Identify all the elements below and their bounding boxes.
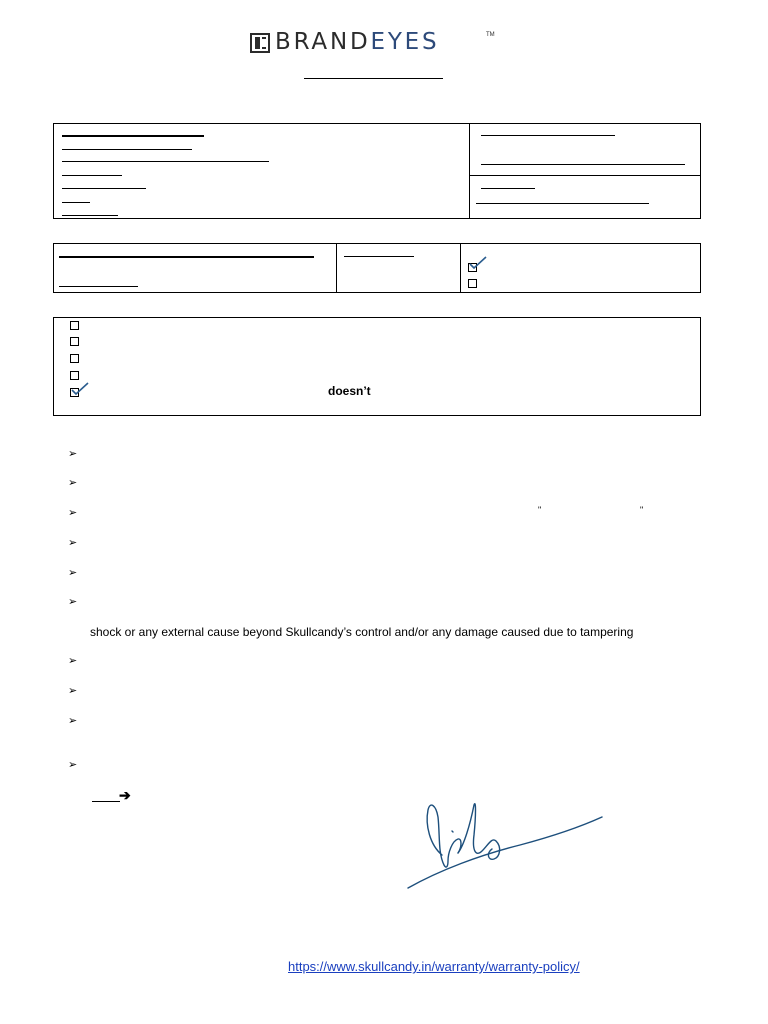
redacted-line xyxy=(62,161,269,162)
condition-checkbox-4[interactable] xyxy=(70,371,79,380)
redacted-line xyxy=(476,203,649,204)
status-table-divider xyxy=(336,243,337,293)
redacted-line xyxy=(481,188,535,189)
condition-checkbox-2[interactable] xyxy=(70,337,79,346)
arrow-bullet-icon: ➢ xyxy=(68,596,78,608)
right-arrow-icon: ➔ xyxy=(119,787,131,803)
redacted-line xyxy=(344,256,414,257)
info-table-row-divider xyxy=(469,175,701,176)
redacted-line xyxy=(481,164,685,165)
conditions-note: doesn’t xyxy=(328,384,371,398)
trademark-mark: TM xyxy=(486,32,495,38)
redacted-line xyxy=(59,286,138,287)
redacted-line xyxy=(62,215,118,216)
quote-mark-open: " xyxy=(538,505,542,515)
bullet-continuation-text: shock or any external cause beyond Skullcandy’s control and/or any damage caused due to tampering xyxy=(90,625,634,639)
conditions-box xyxy=(53,317,701,416)
brand-logo xyxy=(250,30,495,58)
redacted-line xyxy=(62,188,146,189)
arrow-bullet-icon: ➢ xyxy=(68,685,78,697)
signature-image xyxy=(400,795,610,895)
redacted-line xyxy=(62,175,122,176)
checkmark-icon xyxy=(71,382,89,396)
arrow-bullet-icon: ➢ xyxy=(68,655,78,667)
info-table-divider xyxy=(469,123,470,219)
title-underline xyxy=(304,78,443,79)
brand-wordmark: BRANDEYES xyxy=(275,29,440,55)
redacted-line xyxy=(59,256,314,258)
arrow-bullet-icon: ➢ xyxy=(68,567,78,579)
redacted-line xyxy=(62,202,90,203)
status-table xyxy=(53,243,701,293)
arrow-bullet-icon: ➢ xyxy=(68,715,78,727)
warranty-policy-link[interactable]: https://www.skullcandy.in/warranty/warranty-policy/ xyxy=(288,959,580,974)
status-table-divider xyxy=(460,243,461,293)
redacted-line xyxy=(62,149,192,150)
status-checkbox-2[interactable] xyxy=(468,279,477,288)
logo-mark-icon xyxy=(250,33,270,53)
condition-checkbox-1[interactable] xyxy=(70,321,79,330)
arrow-bullet-icon: ➢ xyxy=(68,448,78,460)
arrow-bullet-icon: ➢ xyxy=(68,507,78,519)
blank-line xyxy=(92,801,120,802)
arrow-bullet-icon: ➢ xyxy=(68,759,78,771)
arrow-bullet-icon: ➢ xyxy=(68,477,78,489)
redacted-line xyxy=(62,135,204,137)
redacted-line xyxy=(481,135,615,136)
checkmark-icon xyxy=(469,256,487,270)
condition-checkbox-3[interactable] xyxy=(70,354,79,363)
arrow-bullet-icon: ➢ xyxy=(68,537,78,549)
info-table xyxy=(53,123,701,219)
quote-mark-close: " xyxy=(640,505,644,515)
